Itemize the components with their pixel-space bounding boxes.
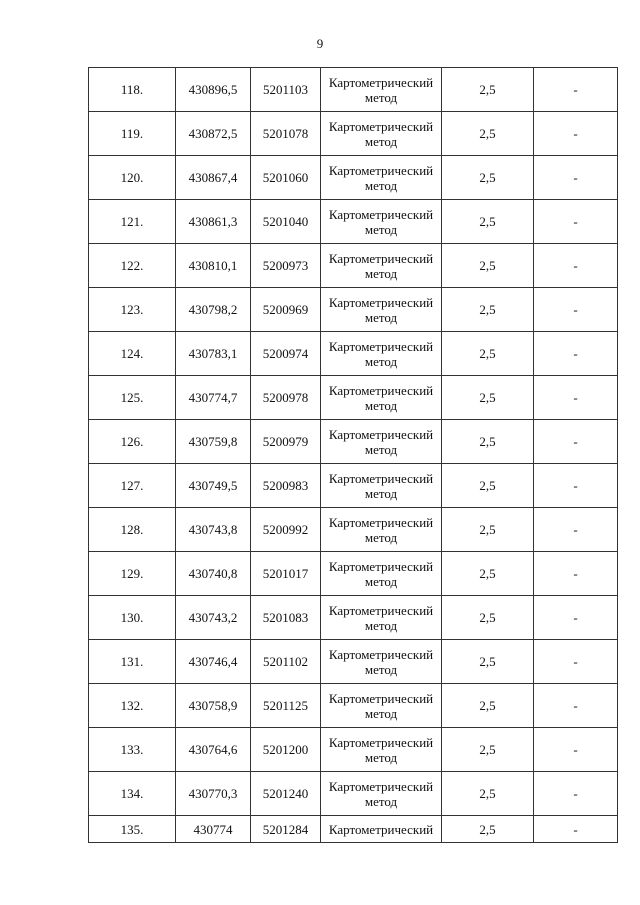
method-line-2: метод bbox=[364, 265, 398, 281]
note-cell: - bbox=[534, 156, 618, 200]
point-number-cell: 132. bbox=[89, 684, 176, 728]
table-row bbox=[89, 244, 618, 288]
y-coordinate-cell: 5200978 bbox=[251, 376, 321, 420]
table-row bbox=[89, 156, 618, 200]
method-line-1: Картометрический bbox=[328, 821, 434, 837]
method-line-1: Картометрический bbox=[328, 74, 434, 90]
x-coordinate-cell: 430774,7 bbox=[176, 376, 251, 420]
accuracy-cell: 2,5 bbox=[442, 420, 534, 464]
note-cell: - bbox=[534, 596, 618, 640]
method-cell bbox=[321, 376, 442, 420]
method-line-1: Картометрический bbox=[328, 602, 434, 618]
table-row bbox=[89, 596, 618, 640]
table-row bbox=[89, 332, 618, 376]
point-number-cell: 135. bbox=[89, 816, 176, 843]
accuracy-cell: 2,5 bbox=[442, 816, 534, 843]
y-coordinate-cell: 5200974 bbox=[251, 332, 321, 376]
y-coordinate-cell: 5201060 bbox=[251, 156, 321, 200]
method-line-2: метод bbox=[364, 705, 398, 721]
note-cell: - bbox=[534, 640, 618, 684]
point-number-cell: 126. bbox=[89, 420, 176, 464]
note-cell: - bbox=[534, 288, 618, 332]
y-coordinate-cell: 5200969 bbox=[251, 288, 321, 332]
point-number-cell: 121. bbox=[89, 200, 176, 244]
method-line-1: Картометрический bbox=[328, 734, 434, 750]
method-cell bbox=[321, 112, 442, 156]
note-cell: - bbox=[534, 464, 618, 508]
note-cell: - bbox=[534, 420, 618, 464]
method-line-2: метод bbox=[364, 441, 398, 457]
x-coordinate-cell: 430861,3 bbox=[176, 200, 251, 244]
y-coordinate-cell: 5201125 bbox=[251, 684, 321, 728]
accuracy-cell: 2,5 bbox=[442, 464, 534, 508]
point-number-cell: 123. bbox=[89, 288, 176, 332]
method-line-2: метод bbox=[364, 749, 398, 765]
table-row bbox=[89, 684, 618, 728]
method-cell bbox=[321, 508, 442, 552]
accuracy-cell: 2,5 bbox=[442, 508, 534, 552]
method-line-1: Картометрический bbox=[328, 118, 434, 134]
point-number-cell: 118. bbox=[89, 68, 176, 112]
method-line-1: Картометрический bbox=[328, 470, 434, 486]
method-cell bbox=[321, 200, 442, 244]
note-cell: - bbox=[534, 68, 618, 112]
note-cell: - bbox=[534, 728, 618, 772]
method-cell bbox=[321, 552, 442, 596]
y-coordinate-cell: 5201078 bbox=[251, 112, 321, 156]
coordinates-table bbox=[88, 67, 618, 843]
method-line-1: Картометрический bbox=[328, 778, 434, 794]
method-line-2: метод bbox=[364, 177, 398, 193]
note-cell: - bbox=[534, 112, 618, 156]
method-line-1: Картометрический bbox=[328, 338, 434, 354]
y-coordinate-cell: 5200992 bbox=[251, 508, 321, 552]
table-row bbox=[89, 772, 618, 816]
x-coordinate-cell: 430740,8 bbox=[176, 552, 251, 596]
point-number-cell: 120. bbox=[89, 156, 176, 200]
point-number-cell: 125. bbox=[89, 376, 176, 420]
method-line-1: Картометрический bbox=[328, 294, 434, 310]
x-coordinate-cell: 430764,6 bbox=[176, 728, 251, 772]
point-number-cell: 124. bbox=[89, 332, 176, 376]
y-coordinate-cell: 5201103 bbox=[251, 68, 321, 112]
y-coordinate-cell: 5200973 bbox=[251, 244, 321, 288]
accuracy-cell: 2,5 bbox=[442, 112, 534, 156]
method-line-2: метод bbox=[364, 397, 398, 413]
table-row bbox=[89, 552, 618, 596]
table-row bbox=[89, 816, 618, 843]
note-cell: - bbox=[534, 200, 618, 244]
x-coordinate-cell: 430872,5 bbox=[176, 112, 251, 156]
method-line-1: Картометрический bbox=[328, 382, 434, 398]
table-row bbox=[89, 112, 618, 156]
point-number-cell: 134. bbox=[89, 772, 176, 816]
x-coordinate-cell: 430770,3 bbox=[176, 772, 251, 816]
x-coordinate-cell: 430743,2 bbox=[176, 596, 251, 640]
method-cell bbox=[321, 244, 442, 288]
y-coordinate-cell: 5201040 bbox=[251, 200, 321, 244]
accuracy-cell: 2,5 bbox=[442, 244, 534, 288]
table-row bbox=[89, 200, 618, 244]
point-number-cell: 128. bbox=[89, 508, 176, 552]
table-body bbox=[89, 68, 618, 843]
point-number-cell: 127. bbox=[89, 464, 176, 508]
note-cell: - bbox=[534, 332, 618, 376]
method-line-2: метод bbox=[364, 793, 398, 809]
y-coordinate-cell: 5200979 bbox=[251, 420, 321, 464]
accuracy-cell: 2,5 bbox=[442, 68, 534, 112]
method-line-2: метод bbox=[364, 485, 398, 501]
table-row bbox=[89, 464, 618, 508]
note-cell: - bbox=[534, 508, 618, 552]
y-coordinate-cell: 5201200 bbox=[251, 728, 321, 772]
method-line-1: Картометрический bbox=[328, 206, 434, 222]
accuracy-cell: 2,5 bbox=[442, 332, 534, 376]
method-line-1: Картометрический bbox=[328, 690, 434, 706]
method-cell bbox=[321, 728, 442, 772]
accuracy-cell: 2,5 bbox=[442, 596, 534, 640]
method-line-1: Картометрический bbox=[328, 558, 434, 574]
accuracy-cell: 2,5 bbox=[442, 640, 534, 684]
x-coordinate-cell: 430749,5 bbox=[176, 464, 251, 508]
table-row bbox=[89, 288, 618, 332]
table-row bbox=[89, 508, 618, 552]
y-coordinate-cell: 5201284 bbox=[251, 816, 321, 843]
method-cell bbox=[321, 420, 442, 464]
point-number-cell: 133. bbox=[89, 728, 176, 772]
accuracy-cell: 2,5 bbox=[442, 684, 534, 728]
x-coordinate-cell: 430774 bbox=[176, 816, 251, 843]
method-cell bbox=[321, 68, 442, 112]
page-number: 9 bbox=[316, 36, 324, 51]
x-coordinate-cell: 430746,4 bbox=[176, 640, 251, 684]
method-cell bbox=[321, 288, 442, 332]
table-row bbox=[89, 376, 618, 420]
table-row bbox=[89, 420, 618, 464]
x-coordinate-cell: 430810,1 bbox=[176, 244, 251, 288]
point-number-cell: 131. bbox=[89, 640, 176, 684]
method-line-2: метод bbox=[364, 573, 398, 589]
method-line-2: метод bbox=[364, 661, 398, 677]
x-coordinate-cell: 430896,5 bbox=[176, 68, 251, 112]
method-cell bbox=[321, 640, 442, 684]
method-line-1: Картометрический bbox=[328, 250, 434, 266]
point-number-cell: 122. bbox=[89, 244, 176, 288]
accuracy-cell: 2,5 bbox=[442, 728, 534, 772]
accuracy-cell: 2,5 bbox=[442, 200, 534, 244]
x-coordinate-cell: 430867,4 bbox=[176, 156, 251, 200]
x-coordinate-cell: 430783,1 bbox=[176, 332, 251, 376]
accuracy-cell: 2,5 bbox=[442, 552, 534, 596]
y-coordinate-cell: 5201083 bbox=[251, 596, 321, 640]
method-line-1: Картометрический bbox=[328, 426, 434, 442]
table-row bbox=[89, 640, 618, 684]
accuracy-cell: 2,5 bbox=[442, 772, 534, 816]
note-cell: - bbox=[534, 684, 618, 728]
method-cell bbox=[321, 596, 442, 640]
method-line-2: метод bbox=[364, 617, 398, 633]
note-cell: - bbox=[534, 376, 618, 420]
method-line-1: Картометрический bbox=[328, 162, 434, 178]
method-line-2: метод bbox=[364, 353, 398, 369]
method-cell bbox=[321, 684, 442, 728]
point-number-cell: 130. bbox=[89, 596, 176, 640]
point-number-cell: 119. bbox=[89, 112, 176, 156]
method-cell bbox=[321, 156, 442, 200]
method-line-2: метод bbox=[364, 529, 398, 545]
y-coordinate-cell: 5201102 bbox=[251, 640, 321, 684]
x-coordinate-cell: 430758,9 bbox=[176, 684, 251, 728]
method-cell bbox=[321, 332, 442, 376]
y-coordinate-cell: 5200983 bbox=[251, 464, 321, 508]
method-line-2: метод bbox=[364, 221, 398, 237]
x-coordinate-cell: 430759,8 bbox=[176, 420, 251, 464]
note-cell: - bbox=[534, 772, 618, 816]
method-line-1: Картометрический bbox=[328, 646, 434, 662]
note-cell: - bbox=[534, 244, 618, 288]
accuracy-cell: 2,5 bbox=[442, 376, 534, 420]
method-cell bbox=[321, 464, 442, 508]
point-number-cell: 129. bbox=[89, 552, 176, 596]
method-line-2: метод bbox=[364, 89, 398, 105]
table-row bbox=[89, 68, 618, 112]
y-coordinate-cell: 5201240 bbox=[251, 772, 321, 816]
x-coordinate-cell: 430743,8 bbox=[176, 508, 251, 552]
y-coordinate-cell: 5201017 bbox=[251, 552, 321, 596]
accuracy-cell: 2,5 bbox=[442, 156, 534, 200]
accuracy-cell: 2,5 bbox=[442, 288, 534, 332]
method-line-2: метод bbox=[364, 309, 398, 325]
method-line-1: Картометрический bbox=[328, 514, 434, 530]
method-cell bbox=[321, 772, 442, 816]
method-cell bbox=[321, 816, 442, 843]
method-line-2: метод bbox=[364, 133, 398, 149]
note-cell: - bbox=[534, 816, 618, 843]
x-coordinate-cell: 430798,2 bbox=[176, 288, 251, 332]
table-row bbox=[89, 728, 618, 772]
note-cell: - bbox=[534, 552, 618, 596]
